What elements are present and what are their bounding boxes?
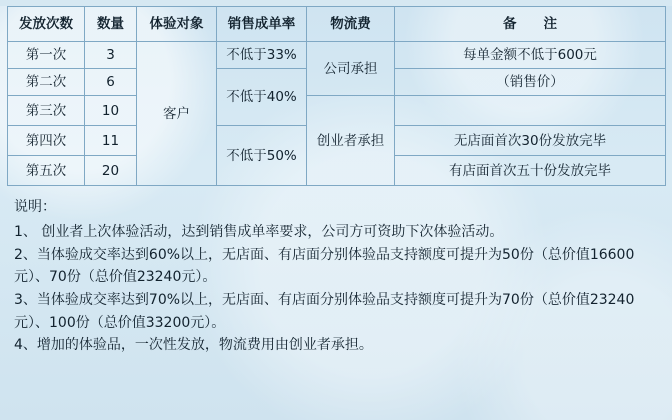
cell-rate-3: 不低于50% bbox=[217, 126, 307, 186]
header-times: 发放次数 bbox=[8, 7, 85, 42]
header-quantity: 数量 bbox=[85, 7, 137, 42]
cell-qty-2: 6 bbox=[85, 69, 137, 96]
cell-object: 客户 bbox=[137, 42, 217, 186]
cell-times-2: 第二次 bbox=[8, 69, 85, 96]
cell-qty-1: 3 bbox=[85, 42, 137, 69]
note-item-2: 2、当体验成交率达到60%以上，无店面、有店面分别体验品支持额度可提升为50份（总价值16600元）、70份（总价值23240元）。 bbox=[14, 246, 635, 286]
cell-qty-5: 20 bbox=[85, 156, 137, 186]
cell-remark-1b: （销售价） bbox=[395, 69, 666, 96]
document-page bbox=[0, 6, 672, 420]
cell-remark-1a: 每单金额不低于600元 bbox=[395, 42, 666, 69]
cell-qty-3: 10 bbox=[85, 96, 137, 126]
cell-times-3: 第三次 bbox=[8, 96, 85, 126]
table-header-row bbox=[8, 7, 666, 42]
cell-times-5: 第五次 bbox=[8, 156, 85, 186]
cell-remark-3: 有店面首次五十份发放完毕 bbox=[395, 156, 666, 186]
header-rate: 销售成单率 bbox=[217, 7, 307, 42]
cell-remark-2: 无店面首次30份发放完毕 bbox=[395, 126, 666, 156]
header-logistics: 物流费 bbox=[307, 7, 395, 42]
note-item-3: 3、当体验成交率达到70%以上，无店面、有店面分别体验品支持额度可提升为70份（总价值23240元）、100份（总价值33200元）。 bbox=[14, 292, 635, 331]
cell-rate-2: 不低于40% bbox=[217, 69, 307, 126]
header-remark: 备 注 bbox=[395, 7, 666, 42]
header-object: 体验对象 bbox=[137, 7, 217, 42]
cell-qty-4: 11 bbox=[85, 126, 137, 156]
cell-times-4: 第四次 bbox=[8, 126, 85, 156]
table-row bbox=[8, 42, 666, 69]
note-item-1: 1、 创业者上次体验活动，达到销售成单率要求，公司方可资助下次体验活动。 bbox=[14, 224, 504, 241]
cell-logistics-1: 公司承担 bbox=[307, 42, 395, 96]
allocation-table bbox=[7, 6, 666, 186]
cell-rate-1: 不低于33% bbox=[217, 42, 307, 69]
cell-times-1: 第一次 bbox=[8, 42, 85, 69]
notes-section bbox=[14, 196, 658, 357]
note-item-4: 4、增加的体验品，一次性发放，物流费用由创业者承担。 bbox=[14, 337, 373, 354]
cell-remark-blank bbox=[395, 96, 666, 126]
cell-logistics-2: 创业者承担 bbox=[307, 96, 395, 186]
table-row bbox=[8, 96, 666, 126]
notes-title: 说明： bbox=[14, 199, 56, 216]
